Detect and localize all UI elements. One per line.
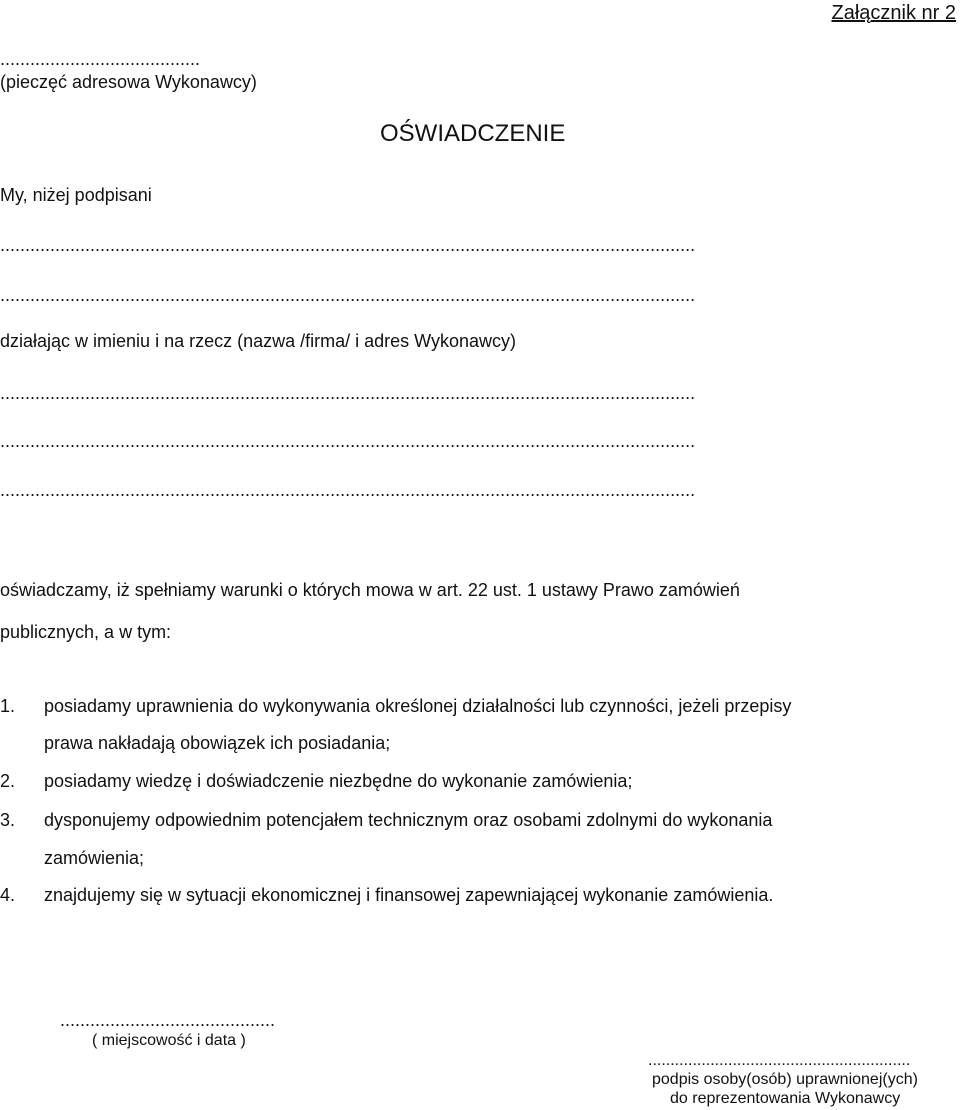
- signature-label-line-1: podpis osoby(osób) uprawnionej(ych): [652, 1071, 918, 1088]
- list-item-number: 3.: [0, 810, 16, 830]
- list-item-text-cont: prawa nakładają obowiązek ich posiadania;: [44, 733, 391, 753]
- signature-dotted-line: ...........................................................: [648, 1052, 911, 1069]
- document-title: OŚWIADCZENIE: [380, 120, 566, 147]
- company-line-1: ...........................................................................................................................................: [0, 383, 696, 403]
- place-date-dotted-line: ...........................................: [60, 1010, 276, 1030]
- acting-label: działając w imieniu i na rzecz (nazwa /firma/ i adres Wykonawcy): [0, 331, 517, 351]
- list-item-text: posiadamy wiedzę i doświadczenie niezbędne do wykonanie zamówienia;: [44, 771, 633, 791]
- company-line-2: ...........................................................................................................................................: [0, 431, 696, 451]
- attachment-number: Załącznik nr 2: [831, 2, 956, 24]
- list-item-text: znajdujemy się w sytuacji ekonomicznej i finansowej zapewniającej wykonanie zamówienia.: [44, 885, 774, 905]
- company-line-3: ...........................................................................................................................................: [0, 480, 696, 500]
- stamp-dotted-line: ........................................: [0, 49, 201, 69]
- list-item-number: 2.: [0, 771, 16, 791]
- intro-text: My, niżej podpisani: [0, 185, 152, 205]
- list-item-text: posiadamy uprawnienia do wykonywania określonej działalności lub czynności, jeżeli przepisy: [44, 696, 792, 716]
- name-line-2: ...........................................................................................................................................: [0, 285, 696, 305]
- list-item-text: dysponujemy odpowiednim potencjałem technicznym oraz osobami zdolnymi do wykonania: [44, 810, 773, 830]
- stamp-label: (pieczęć adresowa Wykonawcy): [0, 72, 257, 92]
- name-line-1: ...........................................................................................................................................: [0, 235, 696, 255]
- list-item-number: 1.: [0, 696, 16, 716]
- list-item-number: 4.: [0, 885, 16, 905]
- place-date-label: ( miejscowość i data ): [92, 1032, 246, 1049]
- list-item-text-cont: zamówienia;: [44, 848, 145, 868]
- signature-label-line-2: do reprezentowania Wykonawcy: [670, 1090, 901, 1107]
- statement-line-1: oświadczamy, iż spełniamy warunki o których mowa w art. 22 ust. 1 ustawy Prawo zamówień: [0, 580, 740, 600]
- statement-line-2: publicznych, a w tym:: [0, 622, 172, 642]
